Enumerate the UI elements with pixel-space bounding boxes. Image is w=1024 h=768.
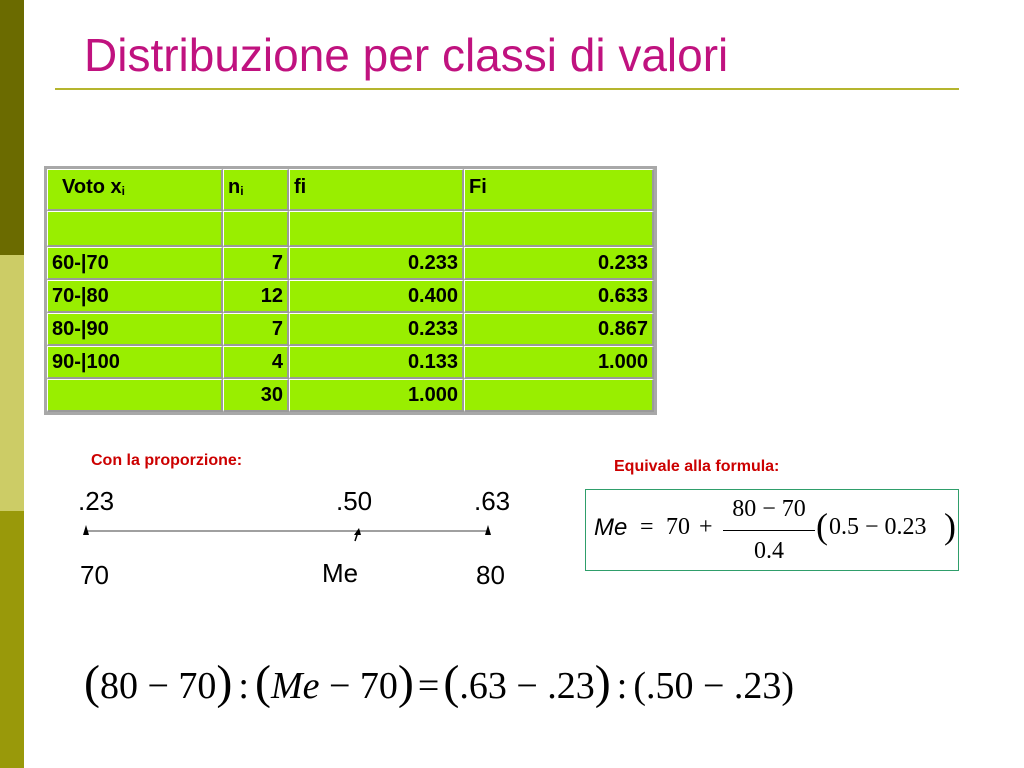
proportion-label: Con la proporzione: [91,452,243,469]
table-blank-row [47,211,654,247]
table-cell: 1.000 [289,379,464,412]
table-cell: 60-|70 [47,247,223,280]
formula-factor: 0.5 − 0.23 [829,514,927,540]
table-cell: 0.233 [464,247,654,280]
table-cell: 1.000 [464,346,654,379]
top-value-23: .23 [78,486,115,516]
formula-factor-paren-close: ) [944,506,956,546]
frequency-table [44,166,657,415]
eq-me: Me [270,665,320,707]
table-row [47,346,654,379]
side-bar-olive [0,511,24,768]
eq-group-4: .50 − .23 [645,665,782,707]
side-bar-dark [0,0,24,255]
table-cell: 0.400 [289,280,464,313]
table-row [47,247,654,280]
header-fi: fi [289,169,464,211]
top-value-50: .50 [336,486,373,516]
eq-group-3: .63 − .23 [459,665,595,707]
table-cell: 7 [223,247,289,280]
table-header-row [47,169,654,211]
table-cell: 0.867 [464,313,654,346]
side-bar-light [0,255,24,511]
table-row [47,313,654,346]
table-cell [464,379,654,412]
table-total-row [47,379,654,412]
number-line [70,518,510,548]
eq-colon-1: : [238,665,249,707]
formula-box [585,489,959,571]
formula-plus: + [699,514,713,540]
title-underline [55,88,959,90]
table-cell: 0.633 [464,280,654,313]
formula-numerator: 80 − 70 [732,496,806,522]
table-cell: 90-|100 [47,346,223,379]
formula-base: 70 [666,514,690,540]
bottom-value-80: 80 [476,560,505,590]
formula-me: Me [594,514,628,541]
bottom-value-me: Me [322,558,359,588]
formula-denominator: 0.4 [754,538,784,564]
eq-group-2: − 70 [319,665,398,707]
table-cell: 4 [223,346,289,379]
table-cell: 70-|80 [47,280,223,313]
table-cell: 0.133 [289,346,464,379]
formula-factor-paren: ( [816,506,828,546]
proportion-equation: (80 − 70) : (Me − 70) =(.63 − .23) : (.50 − .23) [84,656,795,709]
table-cell: 12 [223,280,289,313]
table-cell: 80-|90 [47,313,223,346]
eq-equals: = [417,665,440,707]
eq-group-1: 80 − 70 [99,665,217,707]
eq-colon-2: : [616,665,628,707]
table-row [47,280,654,313]
table-cell: 0.233 [289,313,464,346]
header-n: $n_i$ [223,169,289,211]
formula-equals: = [640,514,654,540]
table-cell: 30 [223,379,289,412]
table-cell: 7 [223,313,289,346]
header-Fi: Fi [464,169,654,211]
table-cell [47,379,223,412]
fraction-bar [723,530,815,531]
formula-label: Equivale alla formula: [614,458,780,475]
table-cell: 0.233 [289,247,464,280]
slide-title: Distribuzione per classi di valori [84,29,729,81]
header-voto: Voto $x_i$ [47,169,223,211]
bottom-value-70: 70 [80,560,109,590]
top-value-63: .63 [474,486,511,516]
